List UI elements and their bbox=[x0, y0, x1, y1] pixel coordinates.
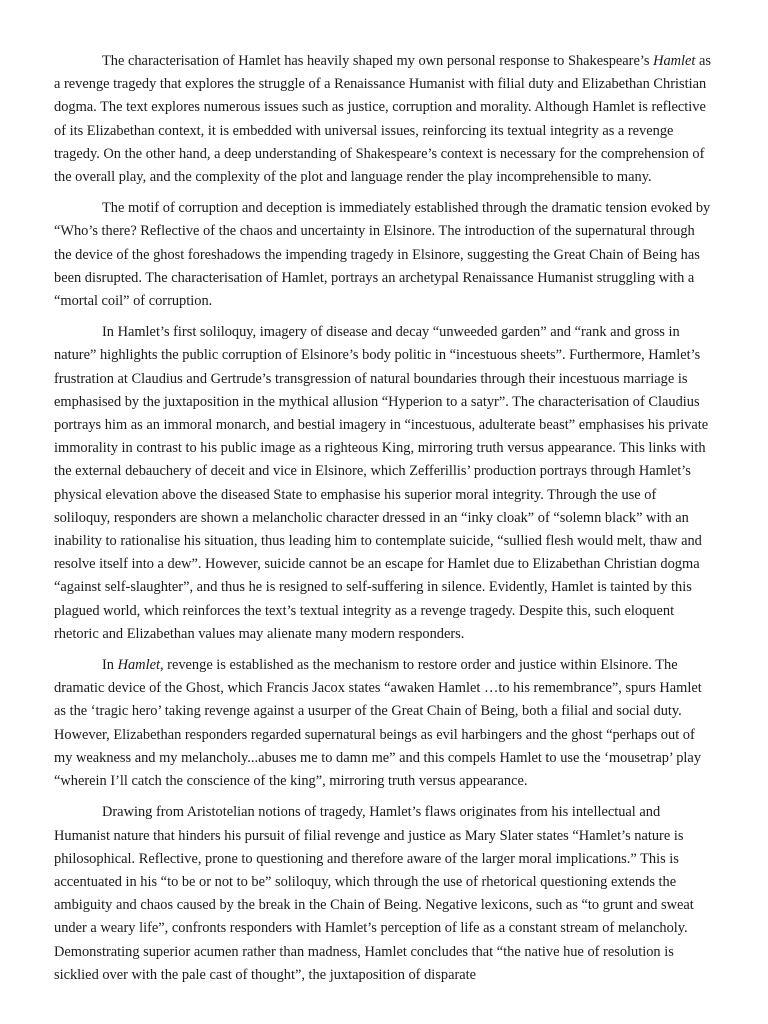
paragraph-3-text: In Hamlet’s first soliloquy, imagery of disease and decay “unweeded garden” and “rank and gross in nature” highlights the public corruption of Elsinore’s body politic in “incestuous sheets”. Furthermore, Hamlet’s frustration at Claudius and Gertrude’s transgression of natural boundaries through their incestuous marriage is emphasised by the juxtaposition in the mythical allusion “Hyperion to a satyr”. The characterisation of Claudius portrays him as an immoral monarch, and bestial imagery in “incestuous, adulterate beast” emphasises his private immorality in contrast to his public image as a righteous King, mirroring truth versus appearance. This links with the external debauchery of deceit and vice in Elsinore, which Zefferillis’ production portrays through Hamlet’s physical elevation above the diseased State to emphasise his superior moral integrity. Through the use of soliloquy, responders are shown a melancholic character dressed in an “inky cloak” of “solemn black” with an inability to rationalise his situation, thus leading him to contemplate suicide, “sullied flesh would melt, thaw and resolve itself into a dew”. However, suicide cannot be an escape for Hamlet due to Elizabethan Christian dogma “against self-slaughter”, and thus he is resigned to self-suffering in silence. Evidently, Hamlet is tainted by this plagued world, which reinforces the text’s textual integrity as a revenge tragedy. Despite this, such eloquent rhetoric and Elizabethan values may alienate many modern responders. bbox=[54, 324, 709, 642]
paragraph-4 bbox=[54, 654, 714, 793]
paragraph-3 bbox=[54, 321, 714, 646]
paragraph-1-text-a: The characterisation of Hamlet has heavily shaped my own personal response to Shakespeare’s bbox=[102, 53, 654, 69]
paragraph-1 bbox=[54, 50, 714, 189]
paragraph-2 bbox=[54, 197, 714, 313]
paragraph-4-title-italic: Hamlet bbox=[117, 657, 160, 674]
paragraph-5-text: Drawing from Aristotelian notions of tragedy, Hamlet’s flaws originates from his intellectual and Humanist nature that hinders his pursuit of filial revenge and justice as Mary Slater states “Hamlet’s nature is philosophical. Reflective, prone to questioning and therefore aware of the larger moral implications.” This is accentuated in his “to be or not to be” soliloquy, which through the use of rhetorical questioning extends the ambiguity and chaos caused by the break in the Chain of Being. Negative lexicons, such as “to grunt and sweat under a weary life”, confronts responders with Hamlet’s perception of life as a constant stream of melancholy. Demonstrating superior acumen rather than madness, Hamlet concludes that “the native hue of resolution is sicklied over with the pale cast of thought”, the juxtaposition of disparate bbox=[54, 804, 694, 983]
paragraph-1-title-italic: Hamlet bbox=[653, 53, 696, 69]
paragraph-4-text-a: In bbox=[102, 657, 118, 674]
document-page bbox=[54, 50, 714, 995]
paragraph-2-text: The motif of corruption and deception is immediately established through the dramatic tension evoked by “Who’s there? Reflective of the chaos and uncertainty in Elsinore. The introduction of the supernatural through the device of the ghost foreshadows the impending tragedy in Elsinore, suggesting the Great Chain of Being has been disrupted. The characterisation of Hamlet, portrays an archetypal Renaissance Humanist struggling with a “mortal coil” of corruption. bbox=[54, 200, 711, 310]
paragraph-1-text-b: as a revenge tragedy that explores the struggle of a Renaissance Humanist with filial duty and Elizabethan Christian dogma. The text explores numerous issues such as justice, corruption and morality. Although Hamlet is reflective of its Elizabethan context, it is embedded with universal issues, reinforcing its textual integrity as a revenge tragedy. On the other hand, a deep understanding of Shakespeare’s context is necessary for the comprehension of the overall play, and the complexity of the plot and language render the play incomprehensible to many. bbox=[54, 53, 712, 186]
paragraph-4-text-b: , revenge is established as the mechanism to restore order and justice within Elsinore. The dramatic device of the Ghost, which Francis Jacox states “awaken Hamlet …to his remembrance”, spurs Hamlet as the ‘tragic hero’ taking revenge against a usurper of the Great Chain of Being, both a filial and social duty. However, Elizabethan responders regarded supernatural beings as evil harbingers and the ghost “perhaps out of my weakness and my melancholy...abuses me to damn me” and this compels Hamlet to use the ‘mousetrap’ play “wherein I’ll catch the conscience of the king”, mirroring truth versus appearance. bbox=[54, 657, 702, 790]
paragraph-5 bbox=[54, 801, 714, 987]
